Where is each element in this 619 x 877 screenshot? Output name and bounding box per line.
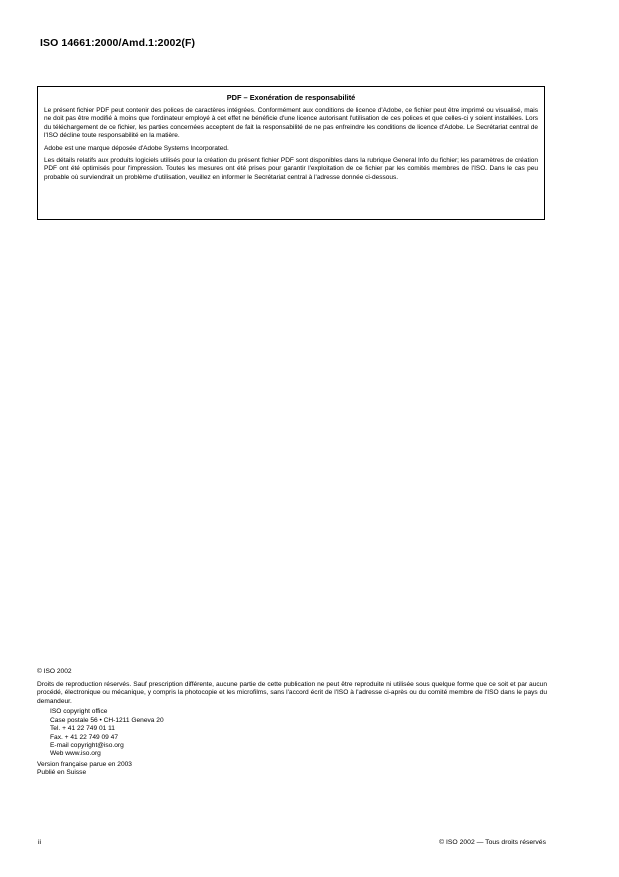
document-reference: ISO 14661:2000/Amd.1:2002(F) [40, 37, 196, 49]
disclaimer-paragraph-trademark: Adobe est une marque déposée d'Adobe Systems Incorporated. [44, 144, 229, 152]
office-website[interactable]: Web www.iso.org [50, 750, 101, 758]
pdf-disclaimer-box [37, 86, 545, 220]
published-in-note: Publié en Suisse [37, 769, 87, 777]
version-note: Version française parue en 2003 [37, 760, 132, 768]
disclaimer-paragraph-software: Les détails relatifs aux produits logiciels utilisés pour la création du présent fichier PDF sont disponibles dans la rubrique General Info du fichier; les paramètres de création PDF ont été optimisés pour l'impression. Toutes les mesures ont été prises pour garantir l'exploitation de ce fichier par les comités membres de l'ISO. Dans le cas peu probable où surviendrait un problème d'utilisation, veuillez en informer le Secrétariat central à l'adresse donnée ci-dessous. [44, 157, 538, 181]
reproduction-rights-text: Droits de reproduction réservés. Sauf prescription différente, aucune partie de cette publication ne peut être reproduite ni utilisée sous quelque forme que ce soit et par aucun procédé, électronique ou mécanique, y compris la photocopie et les microfilms, sans l'accord écrit de l'ISO à l'adresse ci-après ou du comité membre de l'ISO dans le pays du demandeur. [37, 680, 547, 705]
office-telephone: Tel. + 41 22 749 01 11 [50, 725, 115, 733]
disclaimer-paragraph-license: Le présent fichier PDF peut contenir des polices de caractères intégrées. Conformément aux conditions de licence d'Adobe, ce fichier peut être imprimé ou visualisé, mais ne doit pas être modifié à moins que l'ordinateur employé à cet effet ne bénéficie d'une licence autorisant l'utilisation de ces polices et que celles-ci y soient installées. Lors du téléchargement de ce fichier, les parties concernées acceptent de fait la responsabilité de ne pas enfreindre les conditions de licence d'Adobe. Le Secrétariat central de l'ISO décline toute responsabilité en la matière. [44, 107, 538, 140]
office-fax: Fax. + 41 22 749 09 47 [50, 733, 119, 741]
page-number: ii [38, 839, 42, 846]
copyright-symbol-line: © ISO 2002 [37, 668, 72, 675]
footer-copyright: © ISO 2002 — Tous droits réservés [439, 839, 546, 846]
office-email[interactable]: E-mail copyright@iso.org [50, 742, 124, 749]
office-postal-address: Case postale 56 • CH-1211 Geneva 20 [50, 716, 164, 724]
office-name: ISO copyright office [50, 708, 108, 716]
copyright-section [37, 668, 547, 778]
disclaimer-title: PDF – Exonération de responsabilité [226, 93, 356, 102]
copyright-office-address [37, 708, 547, 758]
